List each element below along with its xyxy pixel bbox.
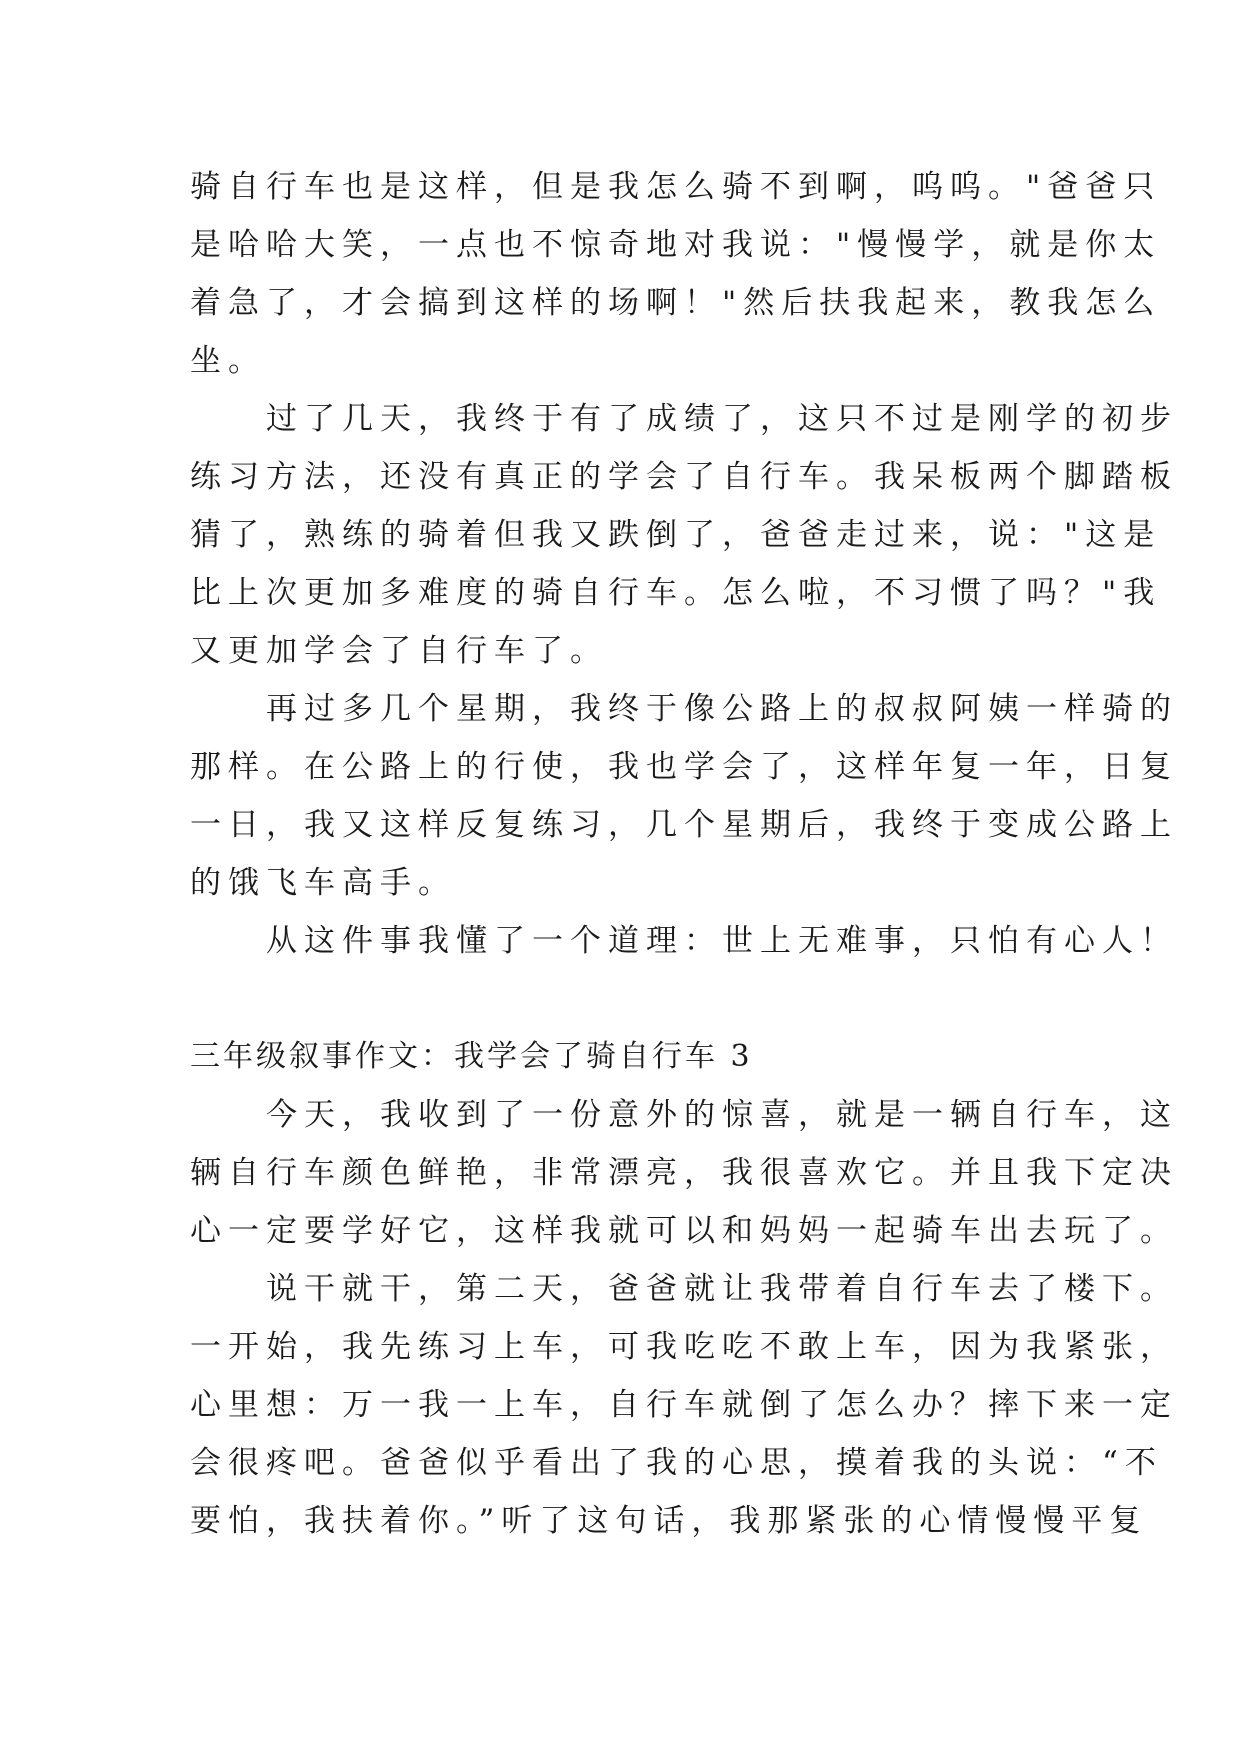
text-line: 猜了，熟练的骑着但我又跌倒了，爸爸走过来，说："这是 <box>190 517 1162 553</box>
text-line: 那样。在公路上的行使，我也学会了，这样年复一年，日复 <box>190 749 1178 785</box>
paragraph-4 <box>190 912 1178 970</box>
text-line: 辆自行车颜色鲜艳，非常漂亮，我很喜欢它。并且我下定决 <box>190 1155 1178 1191</box>
text-line: 心里想：万一我一上车，自行车就倒了怎么办？摔下来一定 <box>190 1387 1178 1423</box>
text-line: 比上次更加多难度的骑自行车。怎么啦，不习惯了吗？"我 <box>190 575 1162 611</box>
text-line: 着急了，才会搞到这样的场啊！"然后扶我起来，教我怎么 <box>190 285 1162 321</box>
text-line: 从这件事我懂了一个道理：世上无难事，只怕有心人！ <box>190 923 1178 959</box>
document-page <box>190 158 1178 1550</box>
text-line: 过了几天，我终于有了成绩了，这只不过是刚学的初步 <box>190 401 1178 437</box>
text-line: 心一定要学好它，这样我就可以和妈妈一起骑车出去玩了。 <box>190 1213 1178 1249</box>
text-line: 说干就干，第二天，爸爸就让我带着自行车去了楼下。 <box>190 1271 1178 1307</box>
paragraph-1 <box>190 158 1162 390</box>
paragraph-6 <box>190 1260 1178 1550</box>
paragraph-3 <box>190 680 1178 912</box>
text-line: 的饿飞车高手。 <box>190 865 456 901</box>
paragraph-2 <box>190 390 1178 680</box>
section-title: 三年级叙事作文：我学会了骑自行车 3 <box>190 1039 753 1074</box>
text-line: 会很疼吧。爸爸似乎看出了我的心思，摸着我的头说：“不 <box>190 1445 1163 1481</box>
text-line: 坐。 <box>190 343 266 379</box>
text-line: 再过多几个星期，我终于像公路上的叔叔阿姨一样骑的 <box>190 691 1178 727</box>
text-line: 一开始，我先练习上车，可我吃吃不敢上车，因为我紧张， <box>190 1329 1178 1365</box>
text-line: 是哈哈大笑，一点也不惊奇地对我说："慢慢学，就是你太 <box>190 227 1162 263</box>
text-line: 骑自行车也是这样，但是我怎么骑不到啊，呜呜。"爸爸只 <box>190 169 1162 205</box>
text-line: 又更加学会了自行车了。 <box>190 633 608 669</box>
section-gap <box>190 970 1052 1028</box>
text-line: 一日，我又这样反复练习，几个星期后，我终于变成公路上 <box>190 807 1178 843</box>
paragraph-5 <box>190 1086 1178 1260</box>
text-line: 要怕，我扶着你。”听了这句话，我那紧张的心情慢慢平复 <box>190 1503 1148 1539</box>
text-line: 今天，我收到了一份意外的惊喜，就是一辆自行车，这 <box>190 1097 1178 1133</box>
text-line: 练习方法，还没有真正的学会了自行车。我呆板两个脚踏板 <box>190 459 1178 495</box>
